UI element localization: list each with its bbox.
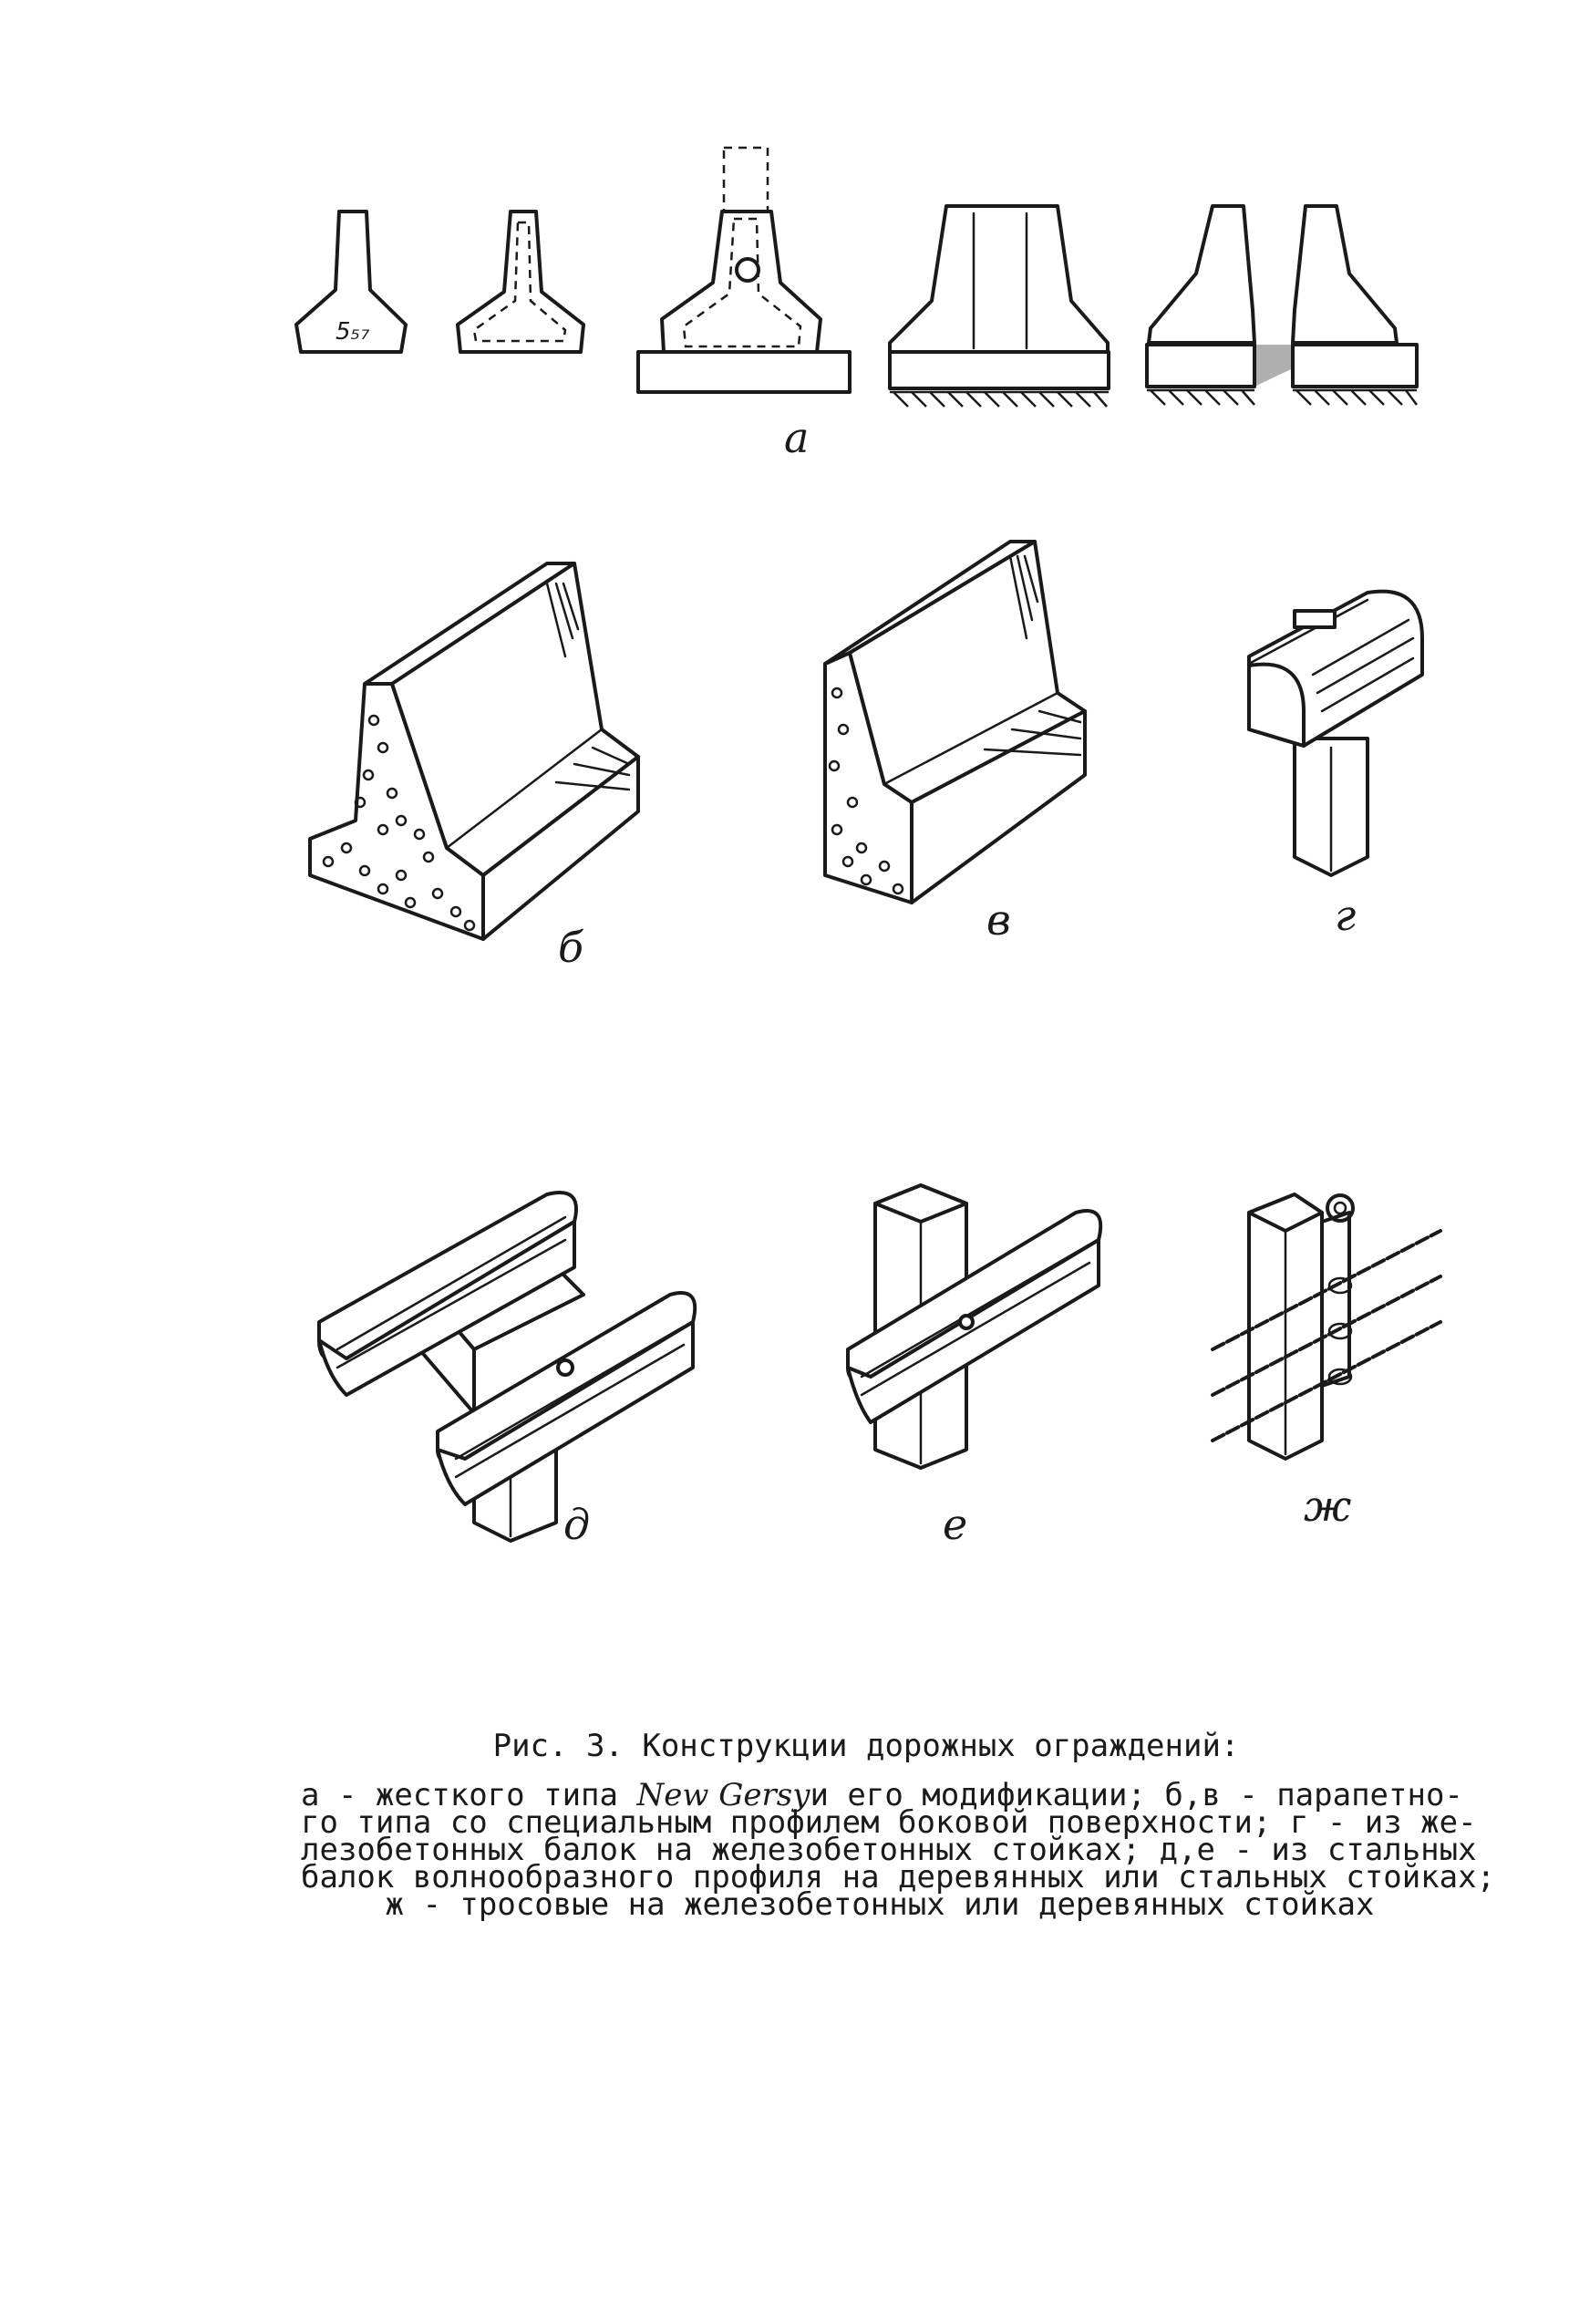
caption-title: Рис. 3. Конструкции дорожных ограждений: bbox=[492, 1728, 1240, 1764]
sketch-inscription: 5₅₇ bbox=[335, 318, 370, 346]
panel-label-zh: ж bbox=[1304, 1482, 1352, 1531]
profile-reinforced-section bbox=[458, 212, 583, 352]
profile-split-pair bbox=[1147, 206, 1417, 405]
panel-label-a: а bbox=[784, 413, 810, 462]
panel-label-d: д bbox=[563, 1500, 591, 1549]
panel-e-steel-single-rail bbox=[848, 1185, 1100, 1549]
profile-double-section bbox=[890, 206, 1109, 407]
caption-line-4: балок волнообразного профиля на деревянных или стальных стойках; bbox=[301, 1859, 1496, 1895]
panel-d-steel-double-rail bbox=[319, 1193, 695, 1549]
caption-line-1-suffix: и его модификации; б,в - парапетно- bbox=[810, 1777, 1463, 1813]
panel-label-e: е bbox=[943, 1500, 968, 1549]
panel-b-parapet-wide bbox=[310, 563, 638, 972]
ground-hatch bbox=[890, 392, 1109, 407]
caption-brand-name: New Gersy bbox=[636, 1777, 810, 1813]
panel-label-b: б bbox=[558, 923, 584, 972]
caption-line-5: ж - тросовые на железобетонных или деревянных стойках bbox=[385, 1886, 1375, 1923]
profile-on-footing bbox=[638, 148, 850, 392]
panel-a-profiles bbox=[296, 148, 1417, 462]
caption-line-2: го типа со специальным профилем боковой поверхности; г - из же- bbox=[301, 1804, 1477, 1841]
panel-g-concrete-beam-post bbox=[1249, 592, 1422, 940]
panel-v-parapet-narrow bbox=[825, 542, 1085, 945]
panel-zh-cable-barrier bbox=[1213, 1194, 1440, 1531]
caption-line-3: лезобетонных балок на железобетонных стойках; д,е - из стальных bbox=[301, 1832, 1477, 1868]
profile-simple-section bbox=[296, 212, 406, 352]
panel-label-v: в bbox=[986, 895, 1011, 945]
caption-line-1-prefix: а - жесткого типа bbox=[301, 1777, 637, 1813]
figure-caption bbox=[301, 1728, 1513, 1923]
ground-hatch-split bbox=[1147, 390, 1417, 405]
panel-label-g: г bbox=[1335, 891, 1357, 940]
